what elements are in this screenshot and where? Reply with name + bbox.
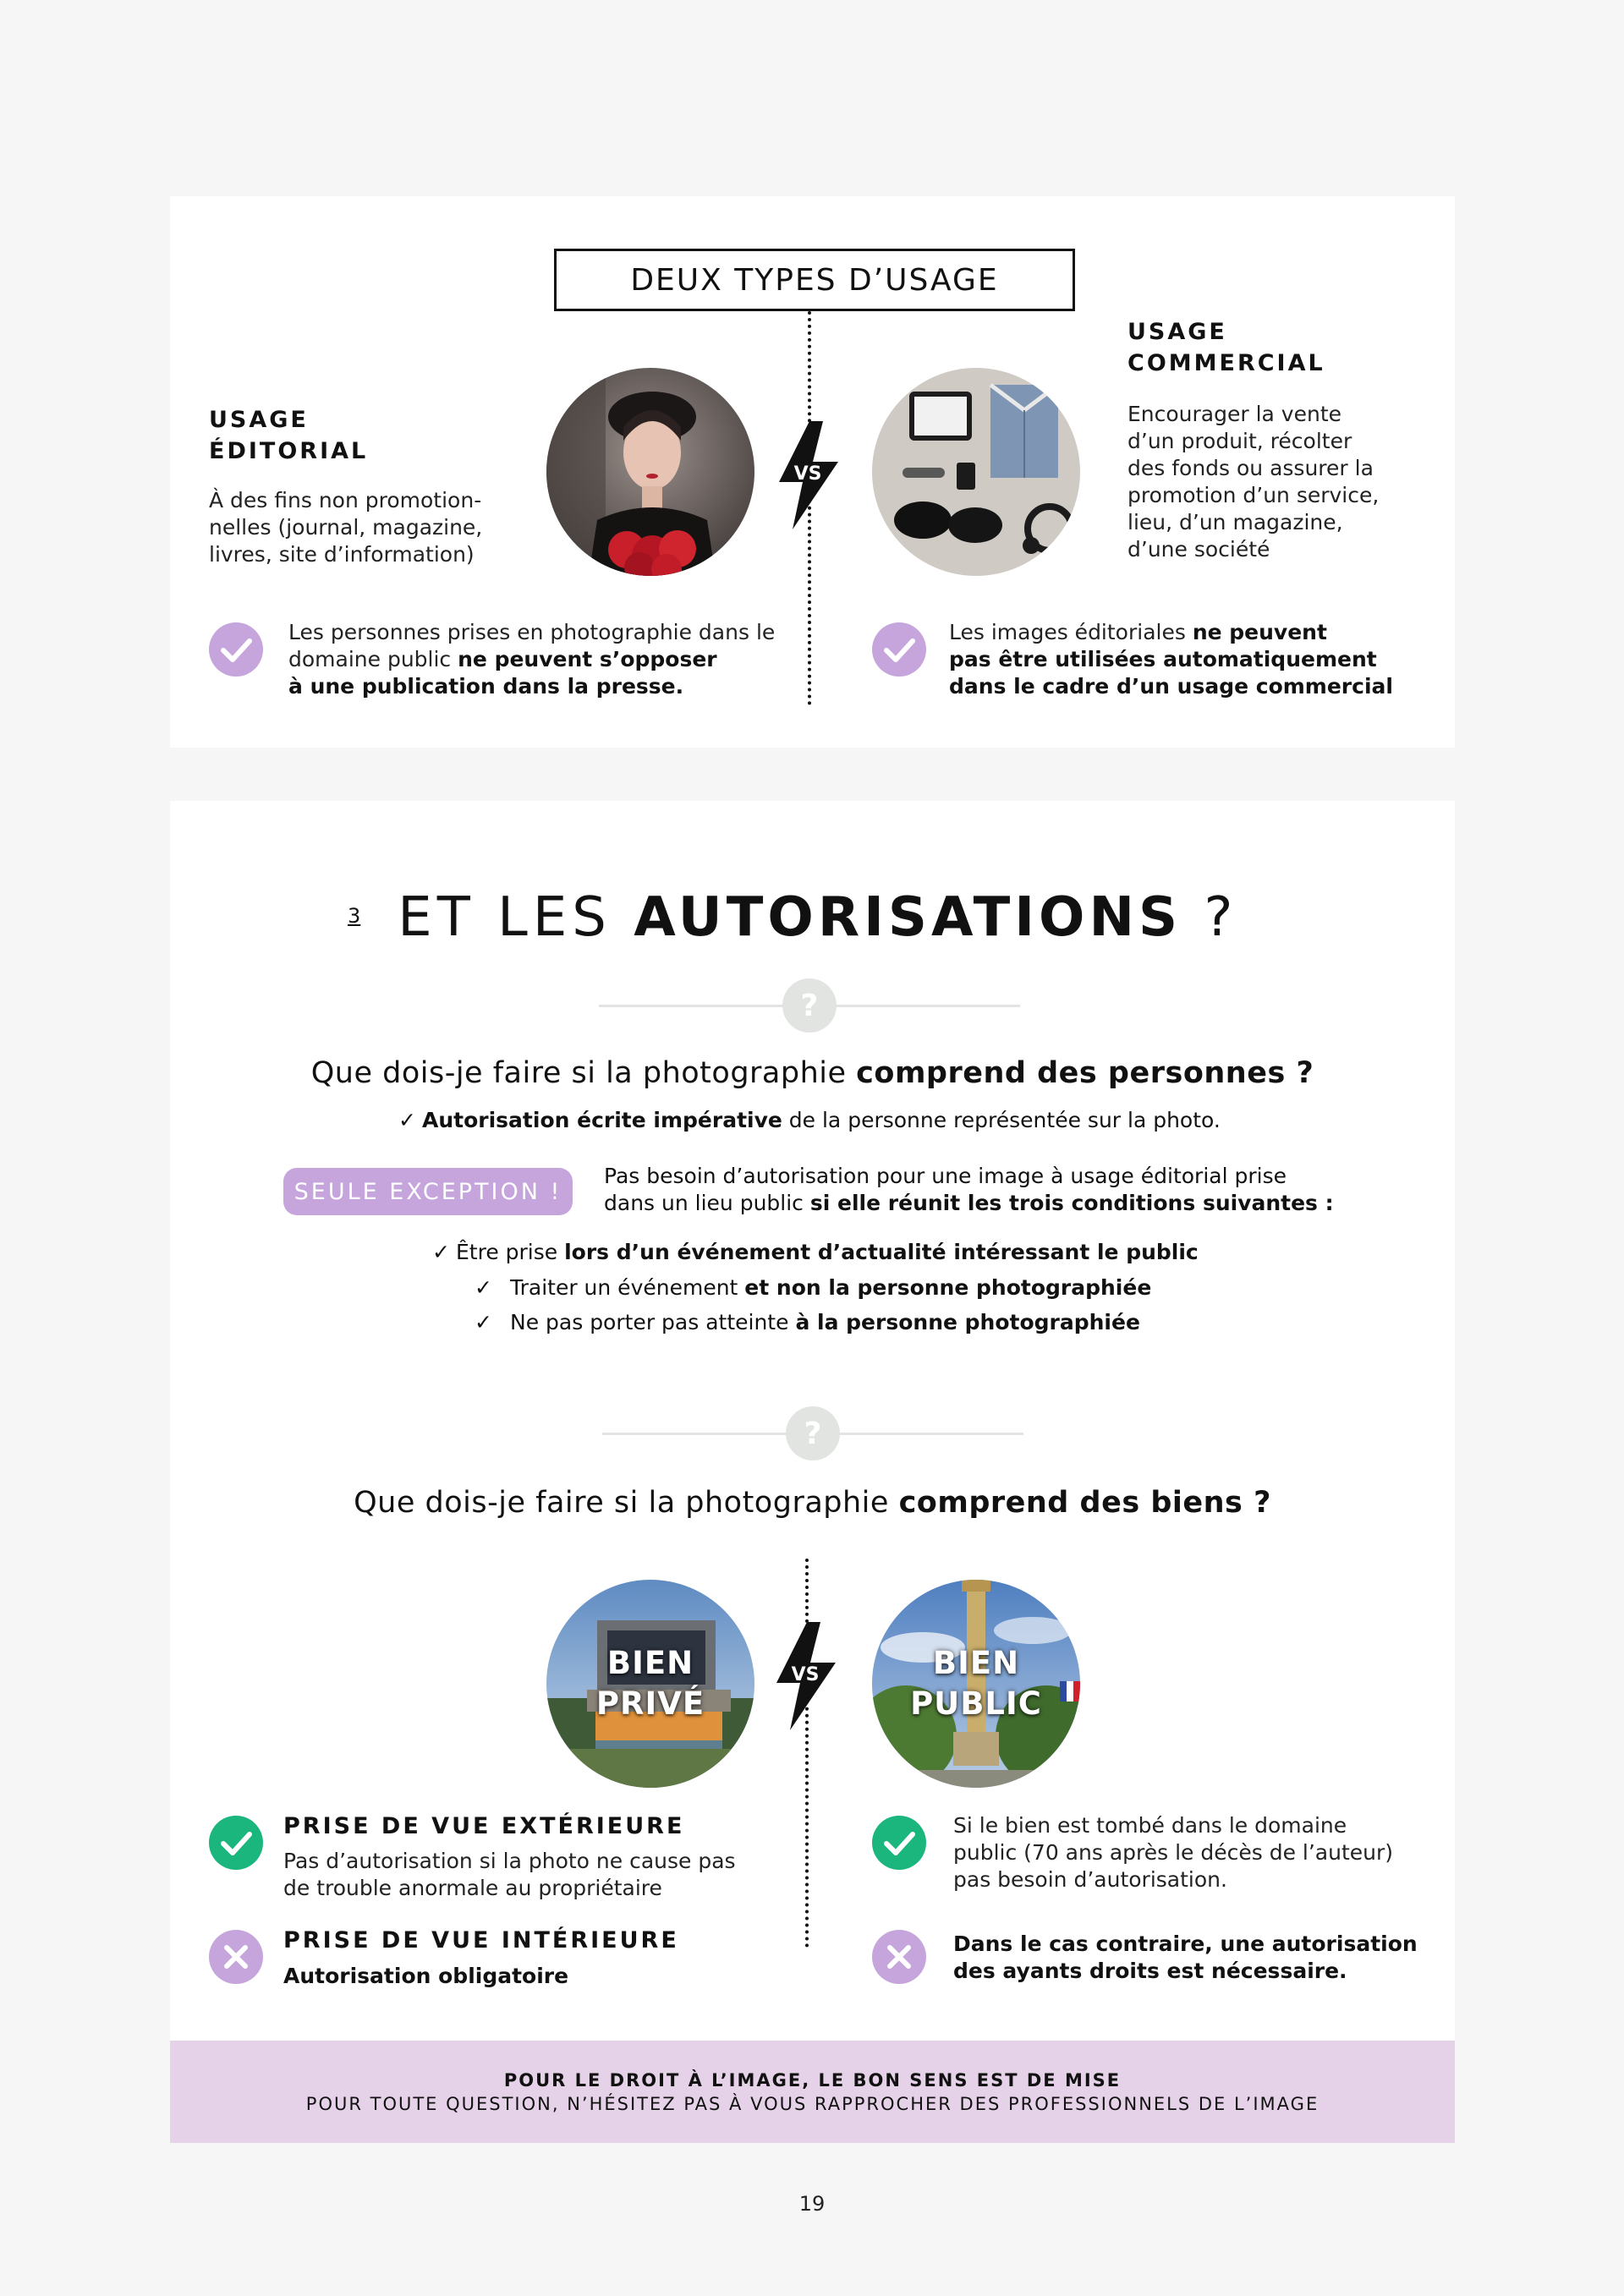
editorial-note: Les personnes prises en photographie dans le domaine public ne peuvent s’opposer à une publication dans la presse. <box>288 620 776 699</box>
section-heading <box>348 884 1237 951</box>
editorial-description: À des fins non promotion- nelles (journal, magazine, livres, site d’information) <box>209 488 483 567</box>
check-icon <box>872 622 926 677</box>
private-property-photo <box>546 1580 754 1788</box>
condition-item: ✓ Ne pas porter pas atteinte à la personne photographiée <box>475 1310 1140 1334</box>
usage-types-title: DEUX TYPES D’USAGE <box>554 249 1075 311</box>
public-domain-text: Si le bien est tombé dans le domaine public (70 ans après le décès de l’auteur) pas besoin d’autorisation. <box>953 1813 1394 1892</box>
section-title: ET LES AUTORISATIONS ? <box>398 886 1238 949</box>
page-number: 19 <box>798 2192 826 2216</box>
private-property-label: BIEN PRIVÉ <box>595 1645 705 1722</box>
commercial-note: Les images éditoriales ne peuvent pas être utilisées automatiquement dans le cadre d’un usage commercial <box>949 620 1393 699</box>
vs-lightning-icon <box>772 421 843 529</box>
footer-band <box>170 2041 1455 2143</box>
exterior-shot-text: Pas d’autorisation si la photo ne cause pas de trouble anormale au propriétaire <box>283 1849 736 1900</box>
usage-types-card <box>170 196 1455 748</box>
condition-item: ✓ Traiter un événement et non la personne photographiée <box>475 1275 1152 1300</box>
interior-shot-heading: PRISE DE VUE INTÉRIEURE <box>283 1927 679 1954</box>
check-icon <box>209 622 263 677</box>
question-icon: ? <box>786 1406 840 1460</box>
commercial-heading: USAGE COMMERCIAL <box>1127 319 1325 376</box>
rights-holders-text: Dans le cas contraire, une autorisation des ayants droits est nécessaire. <box>953 1932 1418 1983</box>
authorizations-card <box>170 801 1455 2143</box>
checkmark-icon: ✓ <box>432 1240 450 1264</box>
footer-line-2: POUR TOUTE QUESTION, N’HÉSITEZ PAS À VOUS RAPPROCHER DES PROFESSIONNELS DE L’IMAGE <box>305 2093 1320 2114</box>
people-answer: ✓ Autorisation écrite impérative de la personne représentée sur la photo. <box>398 1108 1221 1132</box>
footer-line-1: POUR LE DROIT À L’IMAGE, LE BON SENS EST DE MISE <box>503 2069 1122 2091</box>
interior-shot-text: Autorisation obligatoire <box>283 1964 569 1988</box>
checkmark-icon: ✓ <box>475 1310 492 1334</box>
checkmark-icon: ✓ <box>475 1275 492 1300</box>
editorial-heading: USAGE ÉDITORIAL <box>209 407 369 464</box>
center-divider <box>805 1559 809 1948</box>
checkmark-icon: ✓ <box>398 1108 416 1132</box>
editorial-photo <box>546 368 754 576</box>
public-property-photo <box>872 1580 1080 1788</box>
exception-badge: SEULE EXCEPTION ! <box>283 1168 573 1215</box>
public-property-label: BIEN PUBLIC <box>910 1645 1042 1722</box>
question-property: Que dois-je faire si la photographie comprend des biens ? <box>354 1486 1271 1520</box>
section-number: 3 <box>348 904 361 928</box>
check-icon <box>209 1816 263 1870</box>
condition-item: ✓ Être prise lors d’un événement d’actualité intéressant le public <box>432 1240 1199 1264</box>
cross-icon <box>872 1930 926 1984</box>
check-icon <box>872 1816 926 1870</box>
vs-lightning-icon <box>770 1622 841 1730</box>
question-icon: ? <box>782 978 837 1033</box>
exterior-shot-heading: PRISE DE VUE EXTÉRIEURE <box>283 1813 685 1839</box>
commercial-photo <box>872 368 1080 576</box>
vs-label: VS <box>793 463 822 485</box>
question-divider <box>599 978 1020 1033</box>
cross-icon <box>209 1930 263 1984</box>
vs-label: VS <box>791 1664 820 1685</box>
question-people: Que dois-je faire si la photographie comprend des personnes ? <box>310 1056 1314 1090</box>
question-divider <box>602 1406 1023 1460</box>
exception-text: Pas besoin d’autorisation pour une image à usage éditorial prise dans un lieu public si elle réunit les trois conditions suivantes : <box>604 1164 1334 1215</box>
commercial-description: Encourager la vente d’un produit, récolter des fonds ou assurer la promotion d’un service, lieu, d’un magazine, d’une société <box>1127 402 1380 562</box>
